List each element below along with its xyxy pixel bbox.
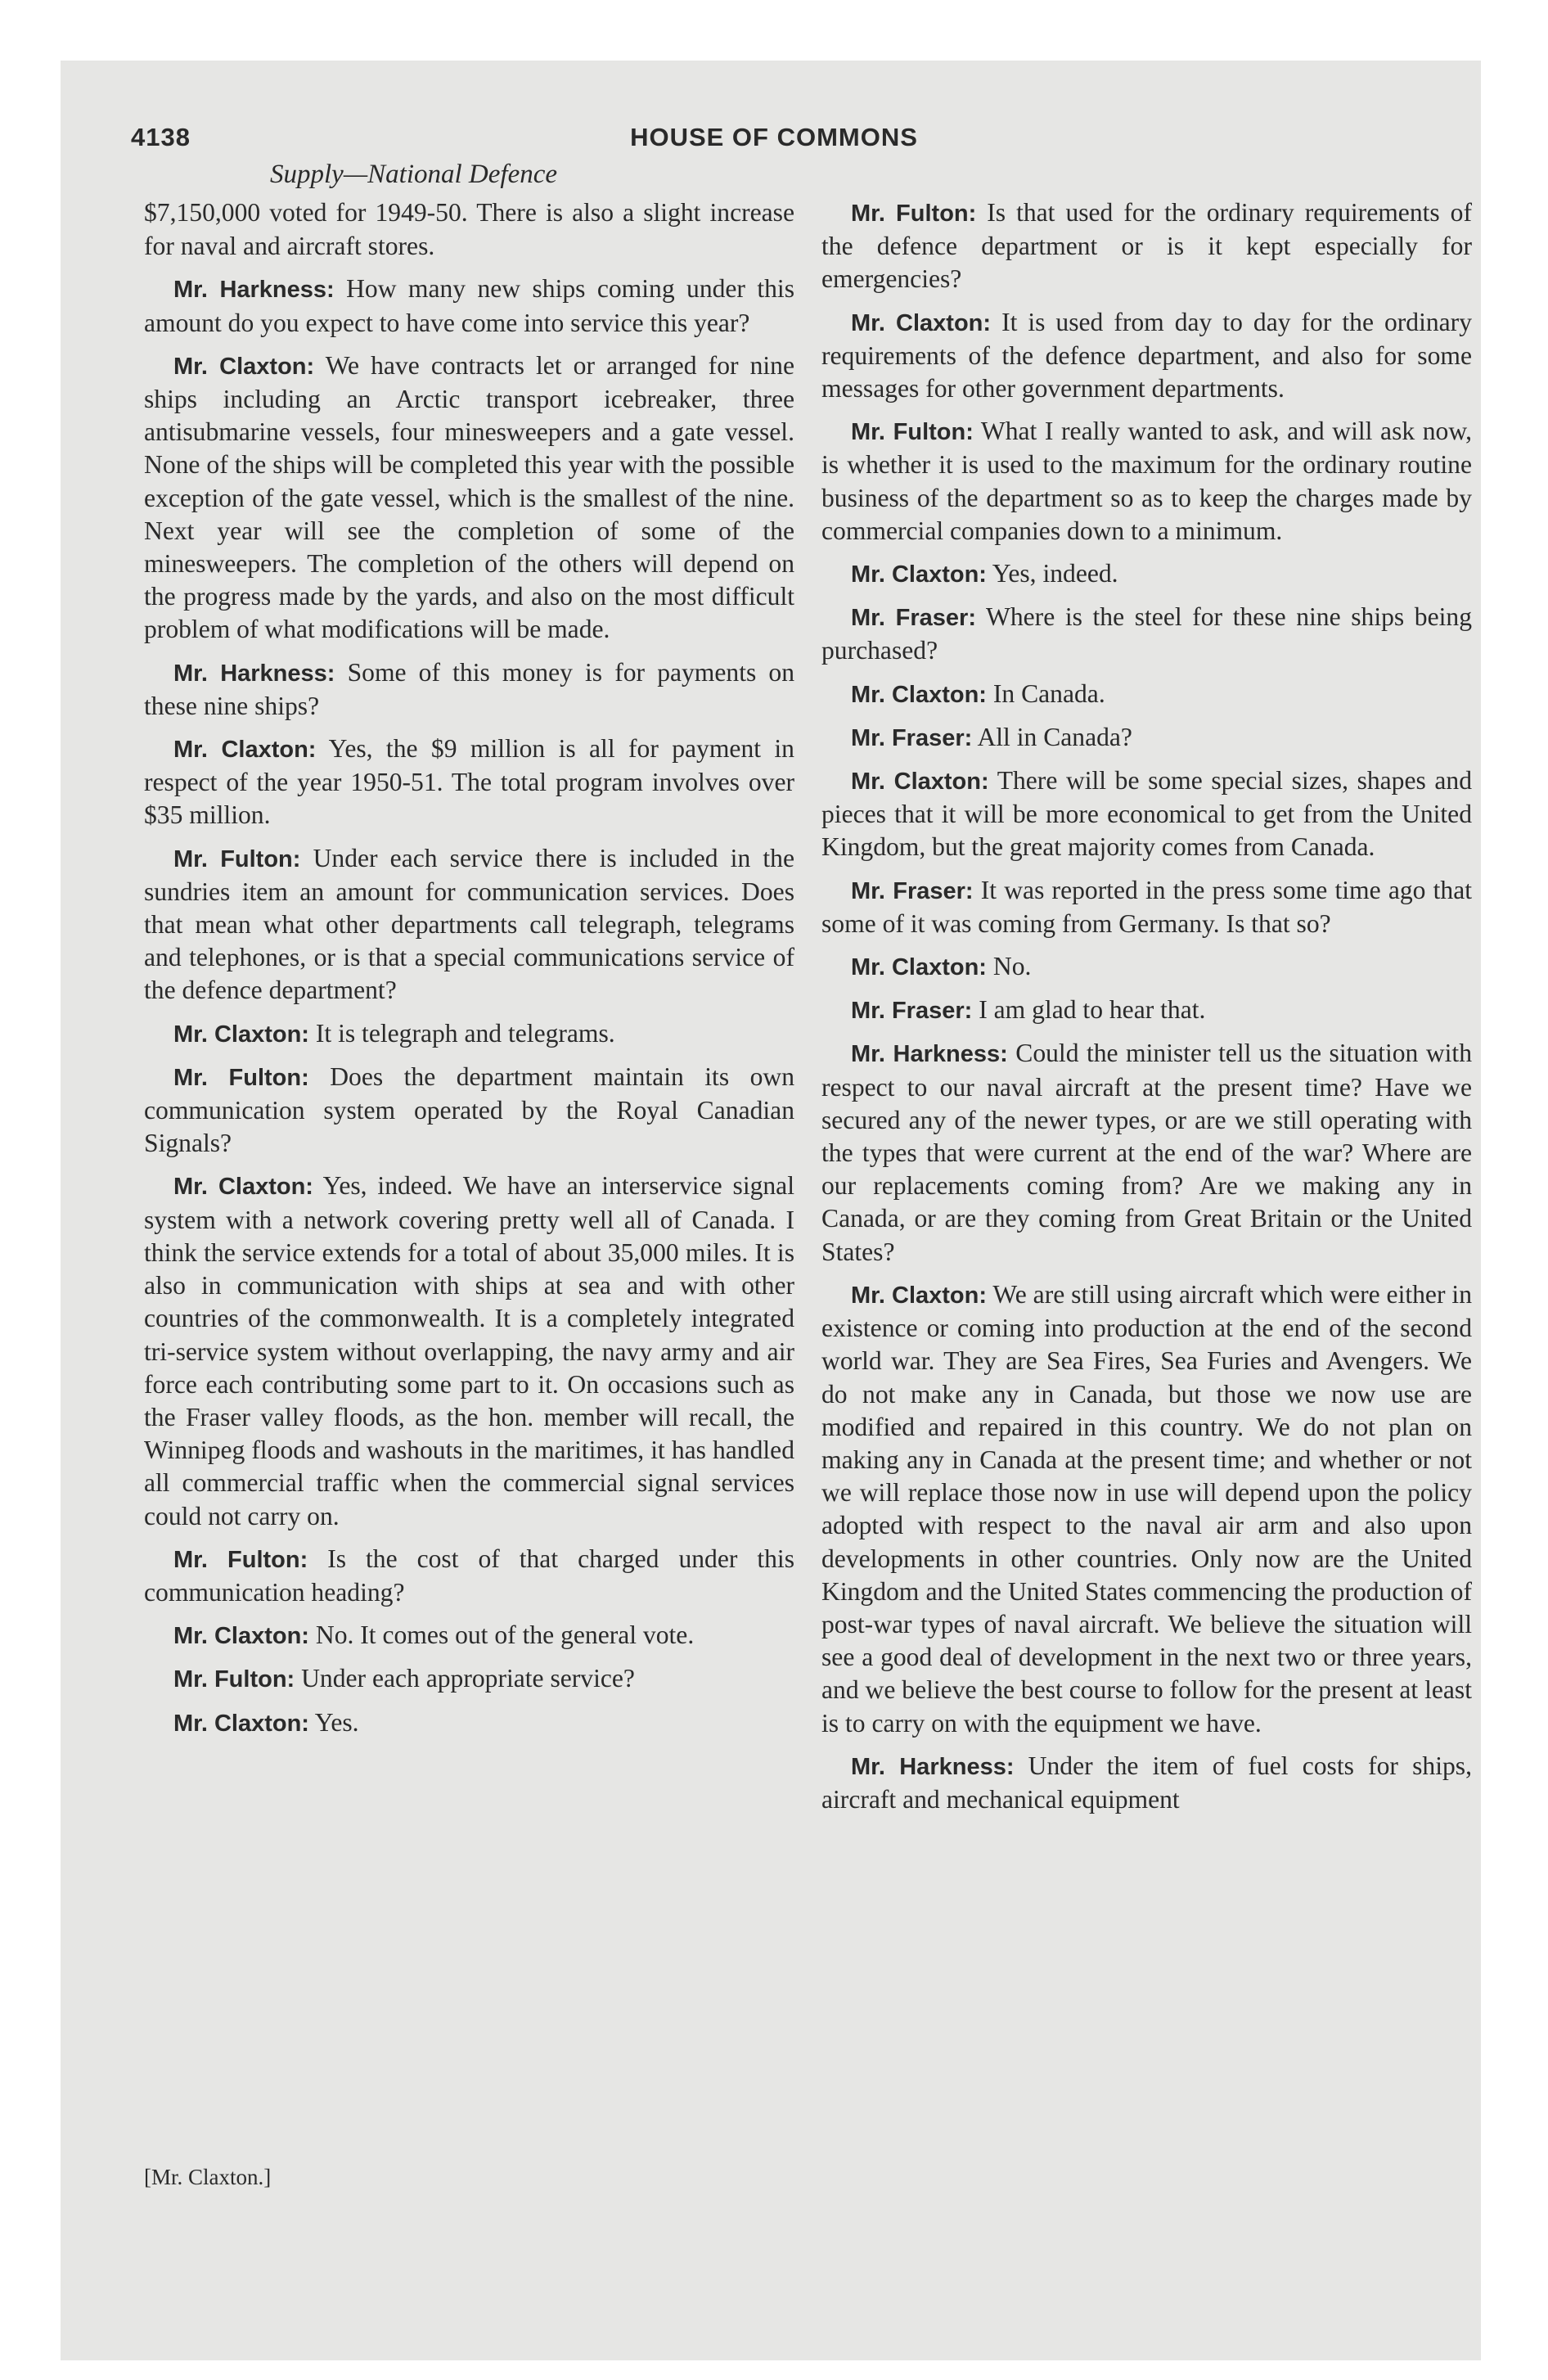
speaker-name: Mr. Harkness:	[173, 277, 335, 304]
speaker-name: Mr. Fraser:	[851, 998, 973, 1025]
speaker-name: Mr. Fulton:	[173, 845, 301, 872]
speaker-name: Mr. Harkness:	[851, 1041, 1008, 1068]
footer-speaker-note: [Mr. Claxton.]	[144, 2165, 272, 2189]
paragraph	[144, 273, 794, 339]
right-column	[821, 196, 1472, 1826]
paragraph	[144, 1619, 794, 1652]
paragraph-text: All in Canada?	[977, 722, 1132, 751]
left-column	[144, 196, 794, 1750]
speaker-name: Mr. Fulton:	[173, 1064, 309, 1091]
page-number: 4138	[131, 123, 191, 151]
paragraph-text: No. It comes out of the general vote.	[315, 1620, 695, 1650]
paragraph	[144, 1662, 794, 1696]
paragraph-text: Yes.	[314, 1707, 359, 1737]
paragraph	[144, 1543, 794, 1609]
speaker-name: Mr. Claxton:	[851, 769, 989, 796]
speaker-name: Mr. Claxton:	[173, 1710, 309, 1737]
speaker-name: Mr. Claxton:	[851, 954, 987, 981]
paragraph	[821, 196, 1472, 296]
speaker-name: Mr. Fraser:	[851, 724, 973, 751]
paragraph	[821, 557, 1472, 591]
speaker-name: Mr. Fraser:	[851, 605, 976, 632]
speaker-name: Mr. Claxton:	[851, 309, 992, 336]
paragraph-text: Yes, the $9 million is all for payment in respect of the year 1950-51. The total program involves over $35 million.	[144, 734, 794, 830]
paragraph-text: How many new ships coming under this amount do you expect to have come into service this year?	[144, 274, 794, 337]
speaker-name: Mr. Fraser:	[851, 877, 974, 904]
speaker-name: Mr. Claxton:	[173, 1623, 309, 1650]
page-header-title: HOUSE OF COMMONS	[630, 123, 918, 151]
paragraph	[144, 1706, 794, 1740]
speaker-name: Mr. Fulton:	[851, 419, 974, 446]
paragraph-text: We are still using aircraft which were either in existence or coming into production at the end of the second world war. They are Sea Fires, Sea Furies and Avengers. We do not make any in Canada, but those we now use are modified and repaired in this country. We do not plan on making any in Canada at the present time; and whether or not we will replace those now in use will depend upon the policy adopted with respect to the naval air arm and also upon developments in other countries. Only now are the United Kingdom and the United States commencing the production of post-war types of naval aircraft. We believe the situation will see a good deal of development in the next two or three years, and we believe the best course to follow for the present at least is to carry on with the equipment we have.	[821, 1279, 1473, 1738]
paragraph-text: No.	[992, 952, 1032, 981]
paragraph-text: In Canada.	[992, 678, 1105, 708]
paragraph-text: Yes, indeed. We have an interservice signal system with a network covering pretty well all of Canada. I think the service extends for a total of about 35,000 miles. It is also in communication with ships at sea and with other countries of the commonwealth. It is a completely integrated tri-service system without overlapping, the navy army and air force each contributing some part to it. On occasions such as the Fraser valley floods, as the hon. member will recall, the Winnipeg floods and washouts in the maritimes, it has handled all commercial traffic when the commercial signal services could not carry on.	[144, 1171, 794, 1530]
paragraph	[821, 678, 1472, 711]
paragraph	[821, 601, 1472, 667]
speaker-name: Mr. Harkness:	[173, 660, 335, 687]
paragraph	[821, 950, 1472, 984]
paragraph-text: Is the cost of that charged under this communication heading?	[144, 1544, 794, 1607]
speaker-name: Mr. Claxton:	[851, 561, 987, 588]
paragraph	[144, 732, 794, 832]
paragraph-text: It was reported in the press some time ago that some of it was coming from Germany. Is that so?	[821, 875, 1472, 938]
speaker-name: Mr. Harkness:	[851, 1753, 1015, 1780]
paragraph-text: Does the department maintain its own communication system operated by the Royal Canadian Signals?	[144, 1062, 794, 1158]
paragraph	[821, 874, 1472, 940]
paragraph-text: It is used from day to day for the ordinary requirements of the defence department, and also for some messages for other government departments.	[821, 307, 1472, 403]
paragraph	[821, 721, 1472, 755]
paragraph	[144, 1061, 794, 1161]
paragraph-text: Some of this money is for payments on these nine ships?	[144, 657, 795, 720]
paragraph	[144, 349, 794, 647]
paragraph-text: Yes, indeed.	[992, 559, 1118, 588]
paragraph-text: Under each appropriate service?	[301, 1664, 635, 1693]
paragraph	[821, 1750, 1472, 1816]
paragraph-text: Where is the steel for these nine ships being purchased?	[821, 602, 1472, 665]
paragraph	[144, 196, 794, 263]
section-title: Supply—National Defence	[270, 160, 558, 189]
paragraph	[821, 1037, 1472, 1268]
speaker-name: Mr. Claxton:	[851, 681, 987, 708]
paragraph	[821, 764, 1472, 864]
paragraph	[821, 306, 1472, 406]
paragraph	[144, 842, 794, 1007]
speaker-name: Mr. Claxton:	[173, 1174, 313, 1201]
paragraph-text: I am glad to hear that.	[979, 995, 1206, 1025]
speaker-name: Mr. Fulton:	[851, 201, 977, 227]
speaker-name: Mr. Claxton:	[173, 353, 315, 380]
speaker-name: Mr. Fulton:	[173, 1546, 308, 1573]
paragraph-text: There will be some special sizes, shapes and pieces that it will be more economical to get from the United Kingdom, but the great majority comes from Canada.	[821, 766, 1473, 862]
paragraph-text: Is that used for the ordinary requirements of the defence department or is it kept especially for emergencies?	[821, 198, 1473, 294]
paragraph	[821, 1278, 1472, 1740]
paragraph	[144, 656, 794, 723]
paragraph-text: What I really wanted to ask, and will ask now, is whether it is used to the maximum for the ordinary routine business of the department so as to keep the charges made by commercial companies down to a minimum.	[821, 417, 1473, 545]
paragraph	[821, 415, 1472, 548]
speaker-name: Mr. Claxton:	[173, 737, 317, 764]
paragraph-text: $7,150,000 voted for 1949-50. There is also a slight increase for naval and aircraft stores.	[144, 198, 794, 261]
paragraph	[144, 1170, 794, 1532]
speaker-name: Mr. Claxton:	[851, 1282, 988, 1309]
paragraph	[821, 994, 1472, 1027]
speaker-name: Mr. Claxton:	[173, 1021, 309, 1048]
paragraph-text: Under each service there is included in the sundries item an amount for communication services. Does that mean what other departments call telegraph, telegrams and telephones, or is that a special communications service of the defence department?	[144, 843, 794, 1005]
paragraph-text: Could the minister tell us the situation with respect to our naval aircraft at the present time? Have we secured any of the newer types, or are we still operating with the types that were current at the end of the war? Where are our replacements coming from? Are we making any in Canada, or are they coming from Great Britain or the United States?	[821, 1039, 1472, 1266]
paragraph	[144, 1017, 794, 1051]
speaker-name: Mr. Fulton:	[173, 1666, 295, 1693]
paragraph-text: Under the item of fuel costs for ships, aircraft and mechanical equipment	[821, 1751, 1472, 1814]
paragraph-text: We have contracts let or arranged for nine ships including an Arctic transport icebreaker, three antisubmarine vessels, four minesweepers and a gate vessel. None of the ships will be completed this year with the possible exception of the gate vessel, which is the smallest of the nine. Next year will see the completion of some of the minesweepers. The completion of the others will depend on the progress made by the yards, and also on the most difficult problem of what modifications will be made.	[144, 350, 795, 644]
paragraph-text: It is telegraph and telegrams.	[315, 1018, 615, 1048]
